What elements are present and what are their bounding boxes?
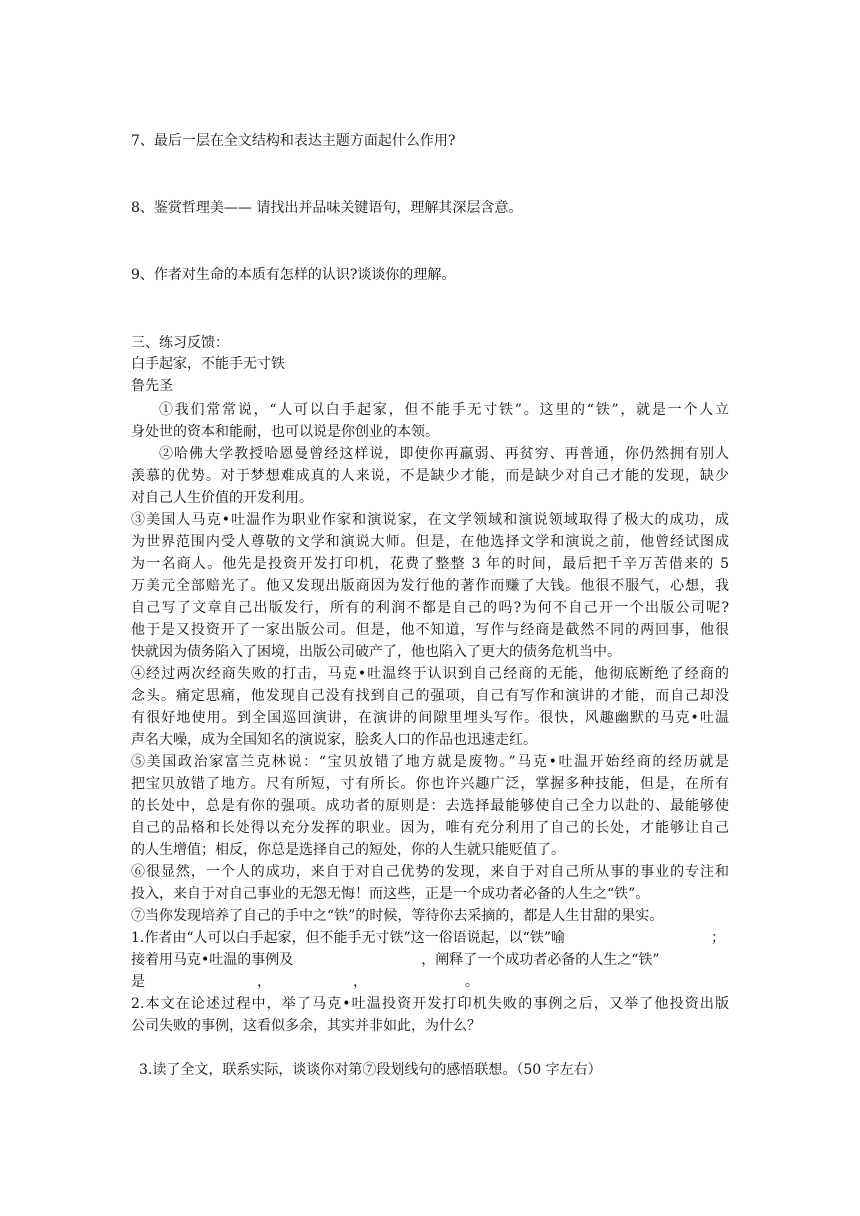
section-heading: 三、练习反馈： [131,335,229,351]
answer-blank[interactable] [271,985,353,986]
exercise-1-text: 接着用马克•吐温的事例及 [131,952,294,968]
paragraph-4-line: ④经过两次经商失败的打击，马克•吐温终于认识到自己经商的无能，他彻底断绝了经商的 [131,666,729,682]
exercise-3: 3.读了全文，联系实际，谈谈你对第⑦段划线句的感悟联想。（50 字左右） [139,1062,602,1078]
exercise-1-text: ，阐释了一个成功者必备的人生之“铁” [421,952,660,968]
paragraph-4-line: 念头。痛定思痛，他发现自己没有找到自己的强项，自己有写作和演讲的才能，而自己却没 [131,688,729,704]
paragraph-3-line: 为一名商人。他先是投资开发打印机，花费了整整 3 年的时间，最后把千辛万苦借来的 5 [131,556,729,572]
exercise-2-line: 2.本文在论述过程中，举了马克•吐温投资开发打印机失败的事例之后，又举了他投资出版 [131,996,729,1012]
article-author: 鲁先圣 [131,378,173,394]
paragraph-3-line: 快就因为债务陷入了困境，出版公司破产了，他也陷入了更大的债务危机当中。 [131,644,621,660]
exercise-1-punct: ； [711,930,725,946]
exercise-1-punct: 。 [465,974,479,990]
paragraph-5-line: 的长处中，总是有你的强项。成功者的原则是：去选择最能够使自己全力以赴的、最能够使 [131,798,729,814]
paragraph-1-line: 身处世的资本和能耐，也可以说是你创业的本领。 [131,424,439,440]
exercise-1-line-3 [131,972,729,992]
paragraph-5-line: 的人生增值；相反，你总是选择自己的短处，你的人生就只能贬值了。 [131,842,565,858]
answer-blank[interactable] [367,985,465,986]
paragraph-6-line: ⑥很显然，一个人的成功，来自于对自己优势的发现，来自于对自己所从事的事业的专注和 [131,864,729,880]
exercise-1-text: 是 [131,974,145,990]
answer-blank[interactable] [145,985,257,986]
paragraph-1-line: ①我们常常说，“人可以白手起家，但不能手无寸铁”。这里的“铁”，就是一个人立 [159,402,729,418]
question-9: 9、作者对生命的本质有怎样的认识?谈谈你的理解。 [131,267,456,283]
paragraph-4-line: 声名大噪，成为全国知名的演说家，脍炙人口的作品也迅速走红。 [131,732,537,748]
question-7: 7、最后一层在全文结构和表达主题方面起什么作用? [131,133,456,149]
exercise-1-punct: ， [353,974,367,990]
paragraph-4-line: 有很好地使用。到全国巡回演讲，在演讲的间隙里埋头写作。很快，风趣幽默的马克•吐温 [131,710,729,726]
paragraph-5-line: 自己的品格和长处得以充分发挥的职业。因为，唯有充分利用了自己的长处，才能够让自己 [131,820,729,836]
paragraph-2-line: ②哈佛大学教授哈恩曼曾经这样说，即使你再羸弱、再贫穷、再普通，你仍然拥有别人 [159,446,729,462]
exercise-1-punct: ， [257,974,271,990]
paragraph-5-line: ⑤美国政治家富兰克林说：“宝贝放错了地方就是废物。”马克•吐温开始经商的经历就是 [131,754,729,770]
paragraph-3-line: 万美元全部赔光了。他又发现出版商因为发行他的著作而赚了大钱。他很不服气，心想，我 [131,578,729,594]
paragraph-3-line: ③美国人马克•吐温作为职业作家和演说家，在文学领域和演说领域取得了极大的成功，成 [131,512,729,528]
article-title: 白手起家，不能手无寸铁 [131,356,285,372]
paragraph-2-line: 羡慕的优势。对于梦想难成真的人来说，不是缺少才能，而是缺少对自己才能的发现，缺少 [131,468,729,484]
exercise-1-line-2 [131,950,729,970]
exercise-1-line-1 [131,928,729,948]
exercise-2-line: 公司失败的事例，这看似多余，其实并非如此，为什么？ [131,1018,481,1034]
paragraph-3-line: 他于是又投资开了一家出版公司。但是，他不知道，写作与经商是截然不同的两回事，他很 [131,622,729,638]
paragraph-3-line: 为世界范围内受人尊敬的文学和演说大师。但是，在他选择文学和演说之前，他曾经试图成 [131,534,729,550]
paragraph-5-line: 把宝贝放错了地方。尺有所短，寸有所长。你也许兴趣广泛，掌握多种技能，但是，在所有 [131,776,729,792]
paragraph-7-line: ⑦当你发现培养了自己的手中之“铁”的时候，等待你去采摘的，都是人生甘甜的果实。 [131,908,664,924]
paragraph-3-line: 自己写了文章自己出版发行，所有的利润不都是自己的吗?为何不自己开一个出版公司呢? [131,600,729,616]
question-8: 8、鉴赏哲理美—— 请找出并品味关键语句，理解其深层含意。 [131,200,523,216]
answer-blank[interactable] [293,963,421,964]
paragraph-2-line: 对自己人生价值的开发利用。 [131,490,313,506]
exercise-1-text: 1.作者由“人可以白手起家，但不能手无寸铁”这一俗语说起，以“铁”喻 [131,930,565,946]
answer-blank[interactable] [565,941,711,942]
paragraph-6-line: 投入，来自于对自己事业的无怨无悔！而这些，正是一个成功者必备的人生之“铁”。 [131,886,650,902]
